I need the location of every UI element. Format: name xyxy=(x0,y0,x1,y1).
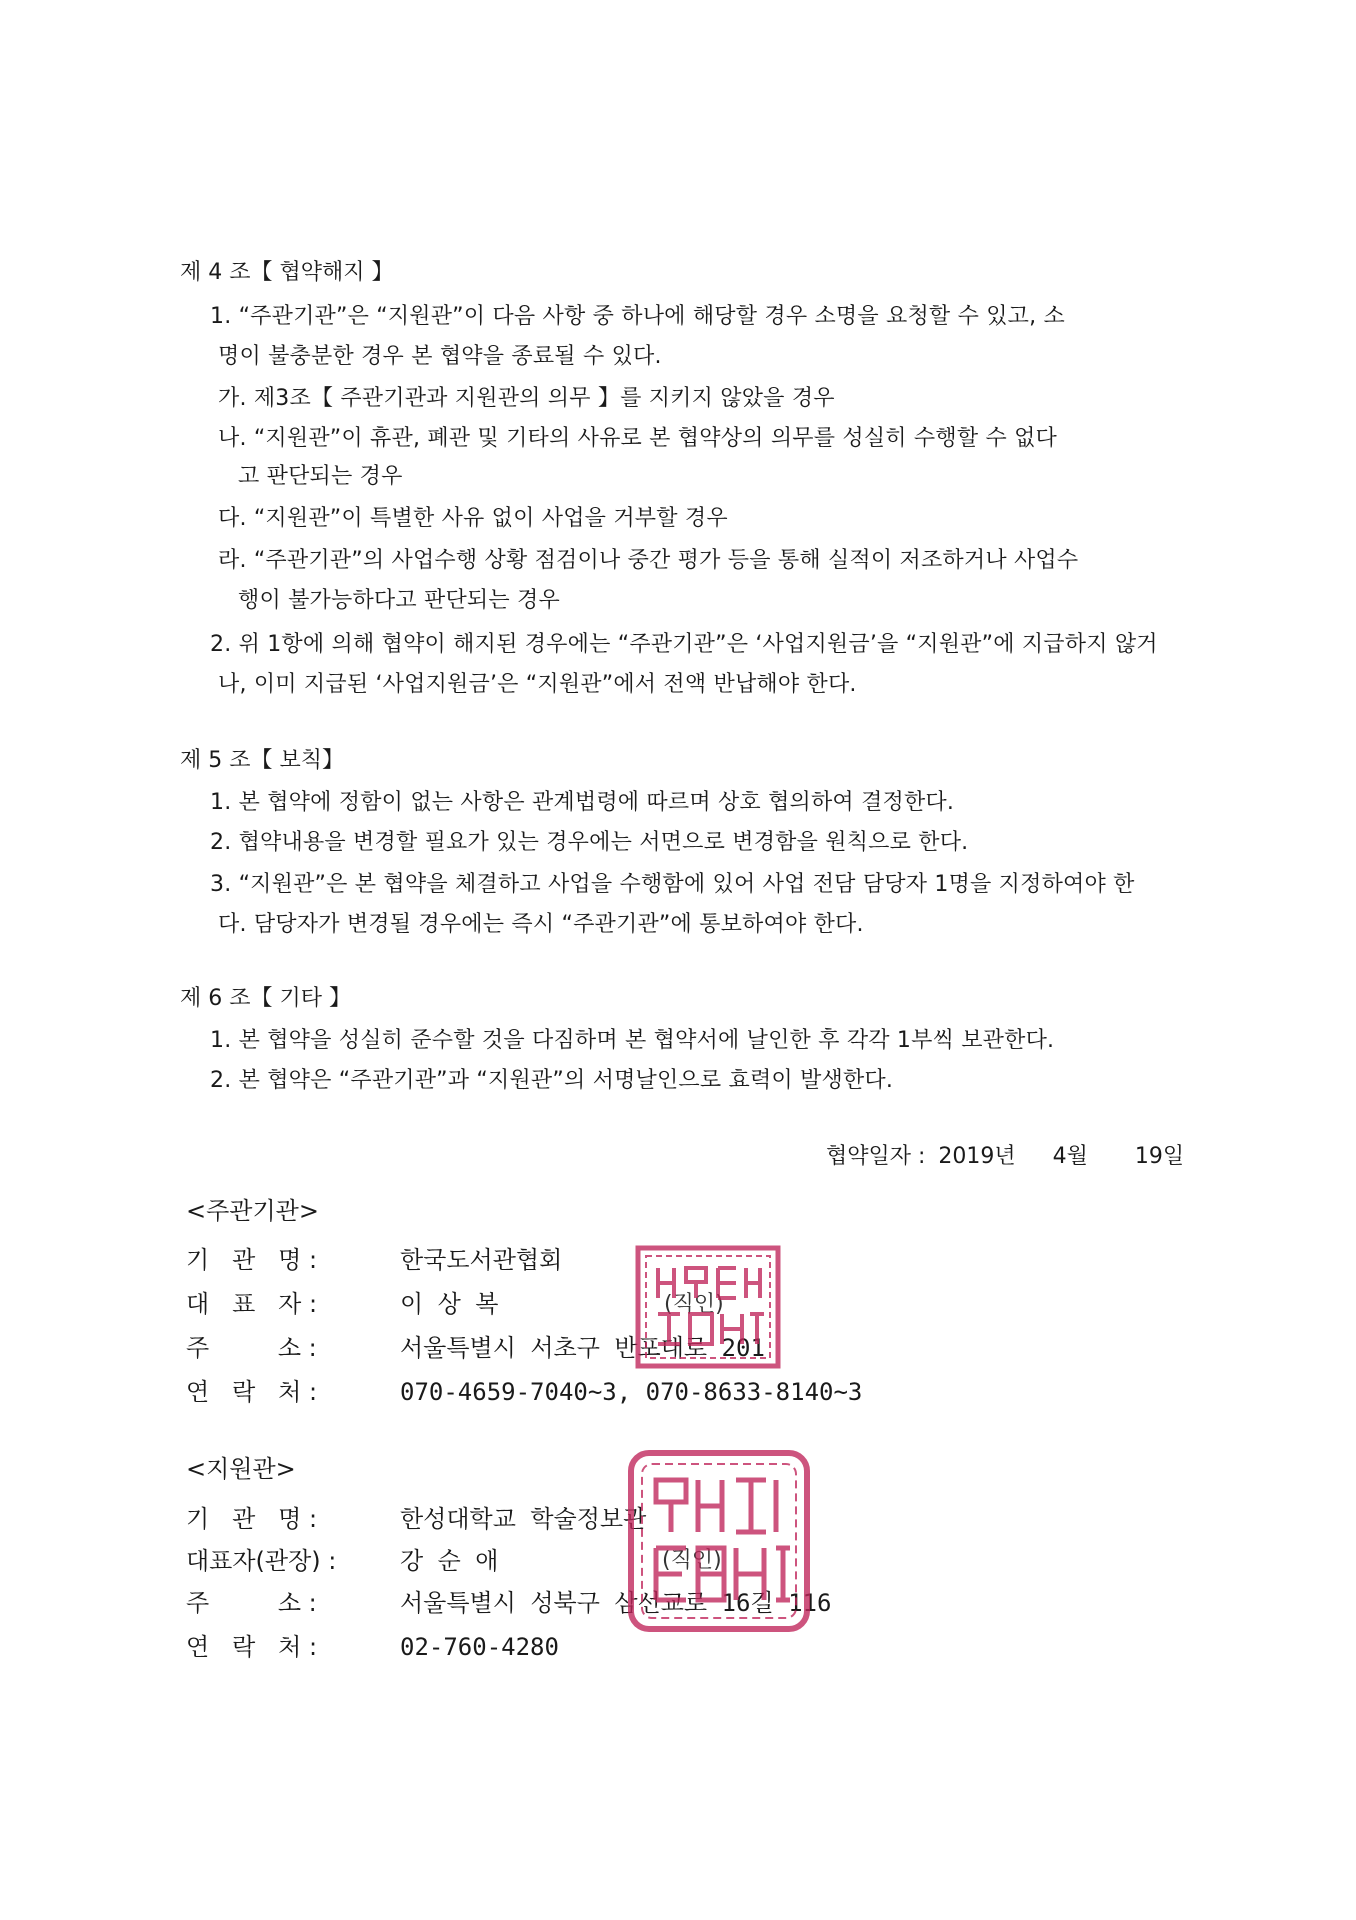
article-4-heading: 제 4 조【 협약해지 】 xyxy=(180,260,394,285)
article-5-item-2: 2. 협약내용을 변경할 필요가 있는 경우에는 서면으로 변경함을 원칙으로 한다. xyxy=(210,830,969,855)
agreement-date-month: 4월 xyxy=(1052,1144,1088,1169)
support-official-seal xyxy=(626,1448,812,1634)
article-5-item-3-line-2: 다. 담당자가 변경될 경우에는 즉시 “주관기관”에 통보하여야 한다. xyxy=(218,912,864,937)
host-contact-row xyxy=(186,1375,862,1409)
support-org-row xyxy=(186,1502,646,1536)
host-rep-row xyxy=(186,1287,498,1321)
support-addr-value: 서울특별시 성북구 삼선교로 16길 116 xyxy=(400,1589,832,1617)
agreement-date xyxy=(826,1142,1184,1172)
agreement-date-year: 2019년 xyxy=(938,1144,1016,1169)
host-org-value: 한국도서관협회 xyxy=(400,1246,563,1274)
host-contact-value: 070-4659-7040~3, 070-8633-8140~3 xyxy=(400,1378,863,1406)
support-contact-row xyxy=(186,1630,559,1664)
host-org-label: 기 관 명 : xyxy=(186,1246,318,1274)
agreement-date-label: 협약일자 : xyxy=(826,1144,926,1169)
article-5-heading: 제 5 조【 보칙】 xyxy=(180,748,344,773)
article-6-item-1: 1. 본 협약을 성실히 준수할 것을 다짐하며 본 협약서에 날인한 후 각각 1부씩 보관한다. xyxy=(210,1028,1055,1053)
support-contact-label: 연 락 처 : xyxy=(186,1633,318,1661)
article-4-sub-ra-line-1: 라. “주관기관”의 사업수행 상황 점검이나 중간 평가 등을 통해 실적이 저조하거나 사업수 xyxy=(218,548,1079,573)
support-org-value: 한성대학교 학술정보관 xyxy=(400,1505,647,1533)
article-5-item-1: 1. 본 협약에 정함이 없는 사항은 관계법령에 따르며 상호 협의하여 결정한다. xyxy=(210,790,955,815)
article-4-item-2-line-1: 2. 위 1항에 의해 협약이 해지된 경우에는 “주관기관”은 ‘사업지원금’을 “지원관”에 지급하지 않거 xyxy=(210,632,1158,657)
host-contact-label: 연 락 처 : xyxy=(186,1378,318,1406)
article-4-item-1-line-1: 1. “주관기관”은 “지원관”이 다음 사항 중 하나에 해당할 경우 소명을 요청할 수 있고, 소 xyxy=(210,304,1065,329)
host-rep-label: 대 표 자 : xyxy=(186,1290,318,1318)
article-4-sub-na-line-2: 고 판단되는 경우 xyxy=(238,464,403,489)
agreement-date-day: 19일 xyxy=(1134,1144,1185,1169)
article-6-item-2: 2. 본 협약은 “주관기관”과 “지원관”의 서명날인으로 효력이 발생한다. xyxy=(210,1068,894,1093)
host-addr-value: 서울특별시 서초구 반포대로 201 xyxy=(400,1334,765,1362)
article-4-sub-ra-line-2: 행이 불가능하다고 판단되는 경우 xyxy=(238,588,560,613)
support-section-label: <지원관> xyxy=(186,1455,296,1483)
host-rep-value: 이 상 복 xyxy=(400,1290,499,1318)
article-4-sub-na-line-1: 나. “지원관”이 휴관, 폐관 및 기타의 사유로 본 협약상의 의무를 성실히 수행할 수 없다 xyxy=(218,426,1058,451)
support-rep-value: 강 순 애 xyxy=(400,1547,499,1575)
host-section-label: <주관기관> xyxy=(186,1197,319,1225)
host-seal-text: (직인) xyxy=(664,1292,724,1317)
support-org-label: 기 관 명 : xyxy=(186,1505,318,1533)
host-org-row xyxy=(186,1243,562,1277)
article-4-item-2-line-2: 나, 이미 지급된 ‘사업지원금’은 “지원관”에서 전액 반납해야 한다. xyxy=(218,672,857,697)
host-official-seal xyxy=(634,1244,782,1370)
article-4-item-1-line-2: 명이 불충분한 경우 본 협약을 종료될 수 있다. xyxy=(218,344,662,369)
support-addr-label: 주 소 : xyxy=(186,1589,317,1617)
support-seal-text: (직인) xyxy=(662,1548,722,1573)
article-4-sub-da: 다. “지원관”이 특별한 사유 없이 사업을 거부할 경우 xyxy=(218,506,728,531)
support-contact-value: 02-760-4280 xyxy=(400,1633,559,1661)
support-rep-row xyxy=(186,1544,498,1578)
article-5-item-3-line-1: 3. “지원관”은 본 협약을 체결하고 사업을 수행함에 있어 사업 전담 담당자 1명을 지정하여야 한 xyxy=(210,872,1135,897)
article-4-sub-ga: 가. 제3조【 주관기관과 지원관의 의무 】를 지키지 않았을 경우 xyxy=(218,386,835,411)
host-addr-label: 주 소 : xyxy=(186,1334,317,1362)
article-6-heading: 제 6 조【 기타 】 xyxy=(180,986,351,1011)
support-rep-label: 대표자(관장) : xyxy=(186,1547,337,1575)
